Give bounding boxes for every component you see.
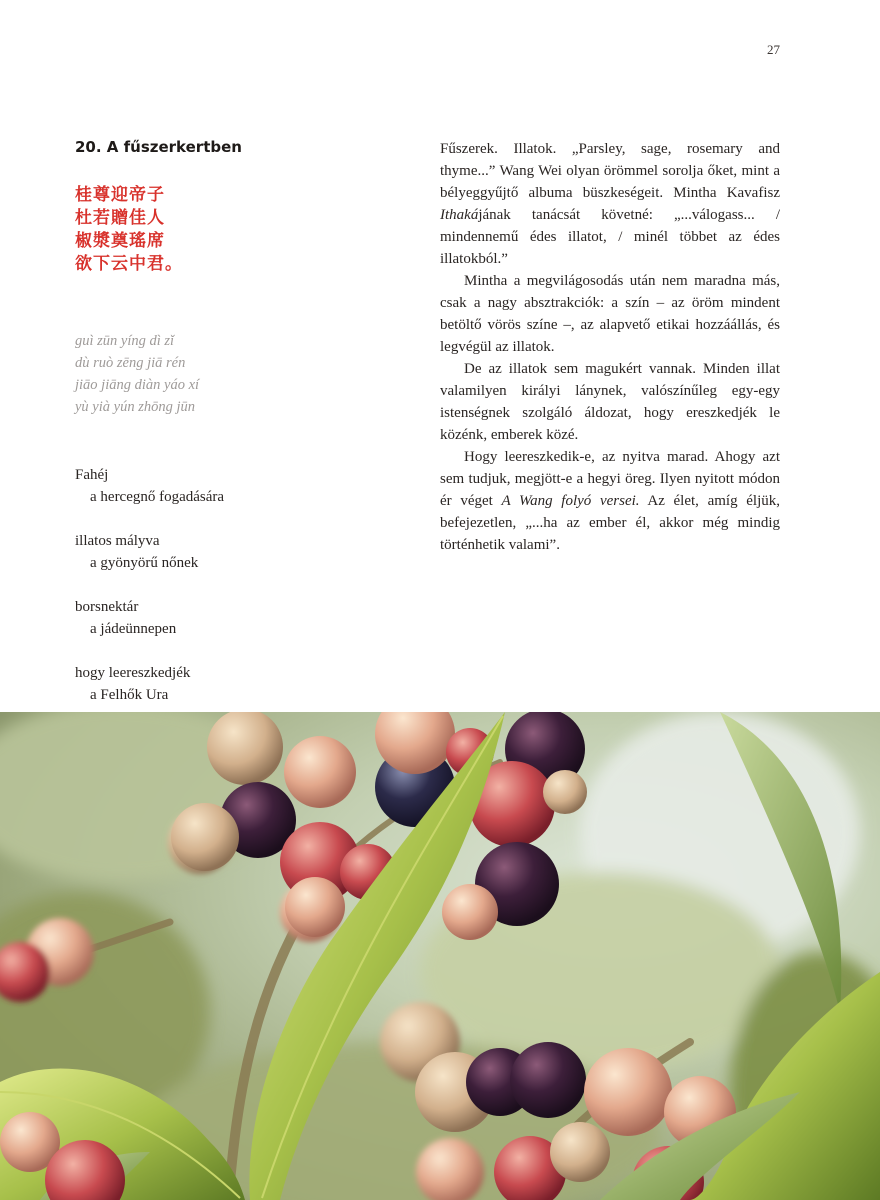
- paragraph: De az illatok sem magukért vannak. Minden illat valamilyen királyi lánynek, valószínűleg egy-egy istenségnek szolgáló áldozat, hogy ereszkedjék le közénk, emberek közé.: [440, 361, 780, 443]
- poem-line: illatos mályva: [75, 533, 160, 549]
- paragraph-text: Hogy leereszkedik-e, az nyitva marad. Ahogy azt sem tudjuk, megjött-e a hegyi öreg. Ilyen nyitott módon ér véget: [440, 449, 780, 509]
- paragraph-text: Az élet, amíg éljük, befejezetlen, „...ha az ember él, akkor még mindig történhetik valami”.: [440, 493, 780, 553]
- poem-line: Fahéj: [75, 467, 109, 483]
- poem-line: hogy leereszkedjék: [75, 665, 191, 681]
- poem-stanza: [75, 464, 395, 508]
- italic-title: Ithaká: [440, 207, 479, 223]
- poem-line: borsnektár: [75, 599, 139, 615]
- calligraphy-line: 桂尊迎帝子: [75, 185, 165, 205]
- poem-stanza: [75, 662, 395, 706]
- poem-stanza: [75, 530, 395, 574]
- chinese-calligraphy: [75, 184, 395, 276]
- left-column: [75, 138, 395, 728]
- calligraphy-line: 椒漿奠瑤席: [75, 231, 165, 251]
- commentary-column: [440, 138, 780, 556]
- pinyin-line: yù yià yún zhōng jūn: [75, 399, 196, 415]
- hungarian-poem: [75, 464, 395, 706]
- poem-line-indented: a jádeünnepen: [90, 621, 177, 637]
- pinyin-line: jiāo jiāng diàn yáo xí: [75, 377, 200, 393]
- paragraph: [440, 446, 780, 556]
- pinyin-line: guì zūn yíng dì zǐ: [75, 333, 175, 349]
- pinyin-line: dù ruò zēng jiā rén: [75, 355, 186, 371]
- paragraph-text: Fűszerek. Illatok. „Parsley, sage, rosemary and thyme...” Wang Wei olyan örömmel sorolja őket, mint a bélyeggyűjtő albuma büszkeségeit. Mintha Kavafisz: [440, 141, 780, 201]
- calligraphy-line: 杜若贈佳人: [75, 208, 165, 228]
- paragraph-text: jának tanácsát követné: „...válogass... / mindennemű édes illatot, / minél többet az édes illatokból.”: [440, 207, 780, 267]
- poem-line-indented: a Felhők Ura: [90, 687, 169, 703]
- poem-stanza: [75, 596, 395, 640]
- italic-title: A Wang folyó versei.: [501, 493, 640, 509]
- poem-line-indented: a hercegnő fogadására: [90, 489, 225, 505]
- page-number: 27: [767, 42, 780, 57]
- calligraphy-line: 欲下云中君。: [75, 254, 183, 274]
- chapter-heading: 20. A fűszerkertben: [75, 138, 242, 156]
- paragraph: [440, 138, 780, 270]
- pinyin-transcription: [75, 330, 395, 418]
- berries-and-leaves-photo: [0, 712, 880, 1200]
- paragraph: Mintha a megvilágosodás után nem maradna más, csak a nagy absztrakciók: a szín – az öröm mindent betöltő vörös színe –, az alapvető etikai hozzáállás, és legvégül az illatok.: [440, 273, 780, 355]
- poem-line-indented: a gyönyörű nőnek: [90, 555, 199, 571]
